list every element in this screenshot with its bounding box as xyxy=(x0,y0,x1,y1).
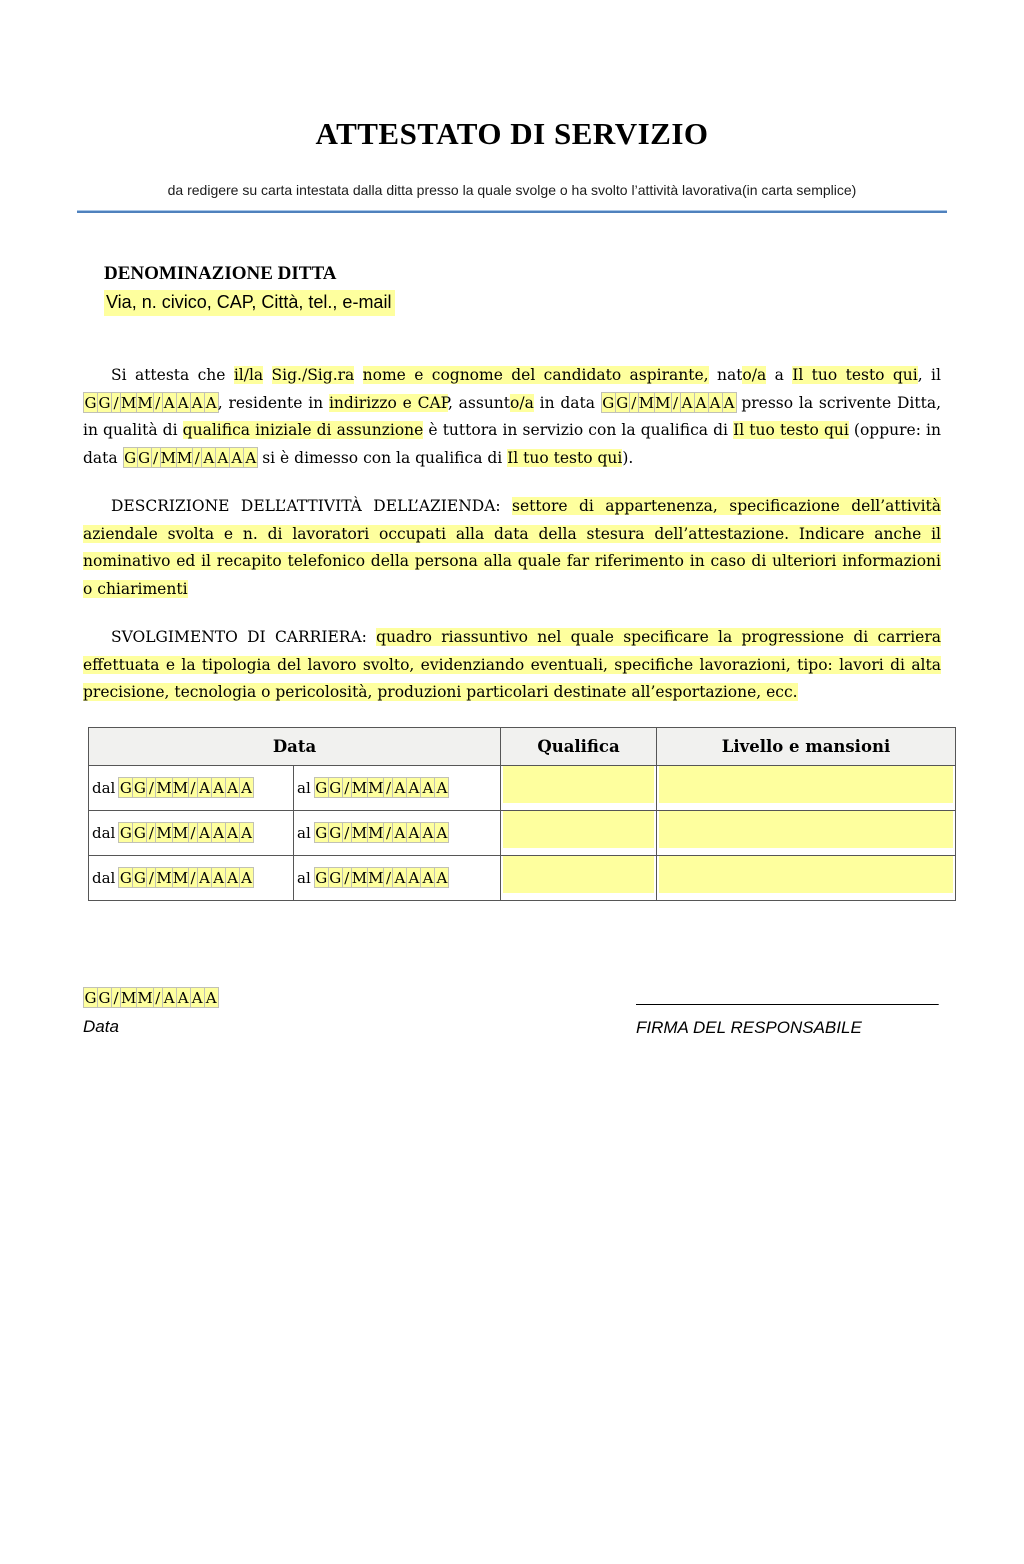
date-char-box[interactable]: G xyxy=(315,869,328,887)
table-row xyxy=(89,855,956,900)
footer-date-block xyxy=(83,987,218,1037)
date-char-box[interactable]: M xyxy=(368,824,384,842)
date-char-box[interactable]: / xyxy=(151,447,161,468)
date-char-box[interactable]: A xyxy=(211,777,226,798)
livello-input-area[interactable] xyxy=(659,856,953,893)
date-char-box[interactable]: / xyxy=(342,822,352,843)
date-char-box[interactable]: A xyxy=(176,392,191,413)
date-char-box[interactable]: M xyxy=(351,779,368,797)
date-char-box[interactable]: G xyxy=(138,448,151,467)
date-char-box[interactable]: A xyxy=(204,392,219,413)
date-char-box[interactable]: M xyxy=(172,824,189,842)
to-label: al xyxy=(297,869,311,887)
date-char-box[interactable]: M xyxy=(156,824,172,842)
static-text: ). xyxy=(622,448,634,467)
date-char-box[interactable]: A xyxy=(225,777,240,798)
date-char-box[interactable]: G xyxy=(329,824,342,842)
static-text xyxy=(354,366,362,384)
table-row xyxy=(89,765,956,810)
date-char-box[interactable]: G xyxy=(315,824,328,842)
date-char-box[interactable]: A xyxy=(420,867,435,888)
attestation-paragraph xyxy=(83,362,941,472)
date-char-box[interactable]: M xyxy=(156,779,172,797)
date-char-box[interactable]: A xyxy=(176,987,191,1008)
table-header-row xyxy=(89,727,956,765)
livello-input-area[interactable] xyxy=(659,811,953,848)
date-char-box[interactable]: A xyxy=(162,392,177,413)
from-label: dal xyxy=(92,779,116,797)
date-char-box[interactable]: / xyxy=(188,777,198,798)
date-char-box[interactable]: / xyxy=(188,867,198,888)
date-char-box[interactable]: G xyxy=(602,393,615,412)
date-char-box[interactable]: M xyxy=(121,393,137,412)
date-form-field[interactable] xyxy=(314,777,449,798)
date-char-box[interactable]: A xyxy=(434,822,449,843)
date-char-box[interactable]: A xyxy=(229,447,244,468)
table-header-livello: Livello e mansioni xyxy=(657,727,956,765)
date-char-box[interactable]: / xyxy=(629,392,639,413)
date-char-box[interactable]: A xyxy=(162,987,177,1008)
date-form-field[interactable] xyxy=(123,445,258,473)
date-char-box[interactable]: G xyxy=(84,393,97,412)
footer-signature-block xyxy=(636,987,941,1038)
company-description-paragraph xyxy=(83,493,941,603)
placeholder-text[interactable]: Il tuo testo qui xyxy=(792,366,918,384)
placeholder-text[interactable]: o/a xyxy=(510,393,534,412)
qualifica-input-area[interactable] xyxy=(503,766,654,803)
date-char-box[interactable]: A xyxy=(239,867,254,888)
date-form-field[interactable] xyxy=(118,867,253,888)
table-header-qualifica: Qualifica xyxy=(501,727,657,765)
date-form-field[interactable] xyxy=(83,390,218,418)
table-header-data: Data xyxy=(89,727,501,765)
static-text: , assunt xyxy=(447,393,511,412)
document-title: ATTESTATO DI SERVIZIO xyxy=(315,116,709,151)
date-char-box[interactable]: / xyxy=(671,392,681,413)
date-char-box[interactable]: G xyxy=(98,988,111,1007)
date-char-box[interactable]: / xyxy=(383,867,393,888)
date-char-box[interactable]: A xyxy=(225,867,240,888)
date-char-box[interactable]: / xyxy=(111,987,121,1008)
placeholder-text[interactable]: Il tuo testo qui xyxy=(733,421,849,439)
date-char-box[interactable]: A xyxy=(197,867,212,888)
date-char-box[interactable]: A xyxy=(694,392,709,413)
date-char-box[interactable]: G xyxy=(119,824,132,842)
footer-block xyxy=(83,987,941,1038)
date-char-box[interactable]: / xyxy=(146,867,156,888)
table-row xyxy=(89,810,956,855)
date-char-box[interactable]: G xyxy=(133,779,146,797)
date-char-box[interactable]: A xyxy=(225,822,240,843)
date-char-box[interactable]: / xyxy=(153,987,163,1008)
date-char-box[interactable]: M xyxy=(351,869,368,887)
date-char-box[interactable]: M xyxy=(156,869,172,887)
date-char-box[interactable]: G xyxy=(133,824,146,842)
date-char-box[interactable]: G xyxy=(315,779,328,797)
date-char-box[interactable]: / xyxy=(342,777,352,798)
date-char-box[interactable]: M xyxy=(368,869,384,887)
date-char-box[interactable]: A xyxy=(434,867,449,888)
company-address-placeholder[interactable]: Via, n. civico, CAP, Città, tel., e-mail xyxy=(104,290,395,316)
static-text: si è dimesso con la qualifica di xyxy=(257,448,508,467)
qualifica-input-area[interactable] xyxy=(503,856,654,893)
date-char-box[interactable]: G xyxy=(616,393,629,412)
date-char-box[interactable]: A xyxy=(680,392,695,413)
from-label: dal xyxy=(92,869,116,887)
date-char-box[interactable]: M xyxy=(137,988,153,1007)
date-char-box[interactable]: / xyxy=(146,822,156,843)
date-char-box[interactable]: A xyxy=(211,822,226,843)
date-char-box[interactable]: A xyxy=(190,392,205,413)
date-char-box[interactable]: / xyxy=(192,447,202,468)
placeholder-text[interactable]: il/la xyxy=(233,366,264,384)
date-char-box[interactable]: A xyxy=(197,822,212,843)
static-text: presso la scrivente Ditta, in qualità di xyxy=(83,393,941,439)
date-char-box[interactable]: G xyxy=(98,393,111,412)
date-char-box[interactable]: / xyxy=(342,867,352,888)
date-char-box[interactable]: A xyxy=(211,867,226,888)
date-char-box[interactable]: A xyxy=(722,392,737,413)
livello-input-area[interactable] xyxy=(659,766,953,803)
to-label: al xyxy=(297,824,311,842)
static-text xyxy=(263,366,271,384)
date-char-box[interactable]: M xyxy=(655,393,671,412)
document-page xyxy=(0,116,1024,1038)
static-text: Si attesta che xyxy=(111,366,234,384)
placeholder-text[interactable]: quadro riassuntivo nel quale specificare la progressione di carriera effettuata e la tipologia del lavoro svolto, evidenziando eventuali, specifiche lavorazioni, tipo: lavori di alta precisione, tecnologia o pericolosità, produzioni particolari destinate all’esportazione, ecc. xyxy=(83,628,941,701)
date-char-box[interactable]: / xyxy=(146,777,156,798)
career-paragraph xyxy=(83,624,941,707)
date-form-field[interactable] xyxy=(118,777,253,798)
date-char-box[interactable]: G xyxy=(329,779,342,797)
company-heading: DENOMINAZIONE DITTA xyxy=(104,263,337,284)
date-char-box[interactable]: M xyxy=(351,824,368,842)
placeholder-text[interactable]: qualifica iniziale di assunzione xyxy=(182,421,424,439)
date-char-box[interactable]: A xyxy=(239,777,254,798)
to-label: al xyxy=(297,779,311,797)
date-char-box[interactable]: / xyxy=(383,822,393,843)
date-char-box[interactable]: M xyxy=(172,869,189,887)
static-text: in data xyxy=(533,393,601,412)
placeholder-text[interactable]: Il tuo testo qui xyxy=(507,448,623,467)
date-label: Data xyxy=(83,1016,119,1036)
date-char-box[interactable]: / xyxy=(188,822,198,843)
date-form-field[interactable] xyxy=(314,822,449,843)
date-char-box[interactable]: G xyxy=(84,988,97,1007)
static-text: , residente in xyxy=(217,393,329,412)
header-divider xyxy=(77,210,947,213)
signature-label: FIRMA DEL RESPONSABILE xyxy=(636,1017,862,1037)
static-text: DESCRIZIONE DELL’ATTIVITÀ DELL’AZIENDA: xyxy=(111,497,513,515)
static-text: è tuttora in servizio con la qualifica di xyxy=(423,421,734,439)
date-char-box[interactable]: A xyxy=(243,447,258,468)
static-text: (oppure: in data xyxy=(83,421,941,467)
date-char-box[interactable]: M xyxy=(638,393,655,412)
date-char-box[interactable]: / xyxy=(153,392,163,413)
signature-line: __________________________________ xyxy=(636,988,939,1006)
placeholder-text[interactable]: o/a xyxy=(742,366,767,384)
date-char-box[interactable]: M xyxy=(172,779,189,797)
date-char-box[interactable]: A xyxy=(190,987,205,1008)
qualifica-input-area[interactable] xyxy=(503,811,654,848)
date-char-box[interactable]: G xyxy=(124,448,137,467)
date-char-box[interactable]: G xyxy=(133,869,146,887)
date-form-field[interactable] xyxy=(83,987,218,1008)
static-text: , il xyxy=(917,366,941,384)
date-char-box[interactable]: A xyxy=(420,822,435,843)
placeholder-text[interactable]: nome e cognome del candidato aspirante, xyxy=(362,366,709,384)
document-subtitle: da redigere su carta intestata dalla ditta presso la quale svolge o ha svolto l’attività lavorativa(in carta semplice) xyxy=(167,182,857,198)
date-char-box[interactable]: A xyxy=(434,777,449,798)
static-text: nat xyxy=(708,366,743,384)
date-char-box[interactable]: / xyxy=(383,777,393,798)
date-char-box[interactable]: A xyxy=(406,822,421,843)
date-char-box[interactable]: A xyxy=(392,822,407,843)
company-block xyxy=(104,263,941,316)
date-char-box[interactable]: G xyxy=(119,779,132,797)
placeholder-text[interactable]: Sig./Sig.ra xyxy=(271,366,355,384)
date-form-field[interactable] xyxy=(118,822,253,843)
date-char-box[interactable]: A xyxy=(420,777,435,798)
static-text: a xyxy=(766,366,793,384)
date-char-box[interactable]: / xyxy=(111,392,121,413)
date-char-box[interactable]: M xyxy=(121,988,137,1007)
date-form-field[interactable] xyxy=(314,867,449,888)
placeholder-text[interactable]: settore di appartenenza, specificazione dell’attività aziendale svolta e n. di lavoratori occupati alla data della stesura dell’attestazione. Indicare anche il nominativo ed il recapito telefonico della persona alla quale far riferimento in caso di ulteriori informazioni o chiarimenti xyxy=(83,497,942,598)
date-form-field[interactable] xyxy=(601,390,736,418)
date-char-box[interactable]: G xyxy=(119,869,132,887)
from-label: dal xyxy=(92,824,116,842)
date-char-box[interactable]: A xyxy=(708,392,723,413)
date-char-box[interactable]: A xyxy=(406,867,421,888)
date-char-box[interactable]: A xyxy=(406,777,421,798)
date-char-box[interactable]: M xyxy=(160,448,176,467)
date-char-box[interactable]: A xyxy=(392,867,407,888)
date-char-box[interactable]: A xyxy=(204,987,219,1008)
career-table xyxy=(88,727,956,901)
static-text: SVOLGIMENTO DI CARRIERA: xyxy=(111,628,377,646)
date-char-box[interactable]: M xyxy=(137,393,153,412)
placeholder-text[interactable]: indirizzo e CAP xyxy=(328,393,448,412)
date-char-box[interactable]: A xyxy=(239,822,254,843)
date-char-box[interactable]: A xyxy=(197,777,212,798)
date-char-box[interactable]: A xyxy=(215,447,230,468)
date-char-box[interactable]: G xyxy=(329,869,342,887)
date-char-box[interactable]: A xyxy=(392,777,407,798)
date-char-box[interactable]: A xyxy=(201,447,216,468)
date-char-box[interactable]: M xyxy=(176,448,193,467)
date-char-box[interactable]: M xyxy=(368,779,384,797)
